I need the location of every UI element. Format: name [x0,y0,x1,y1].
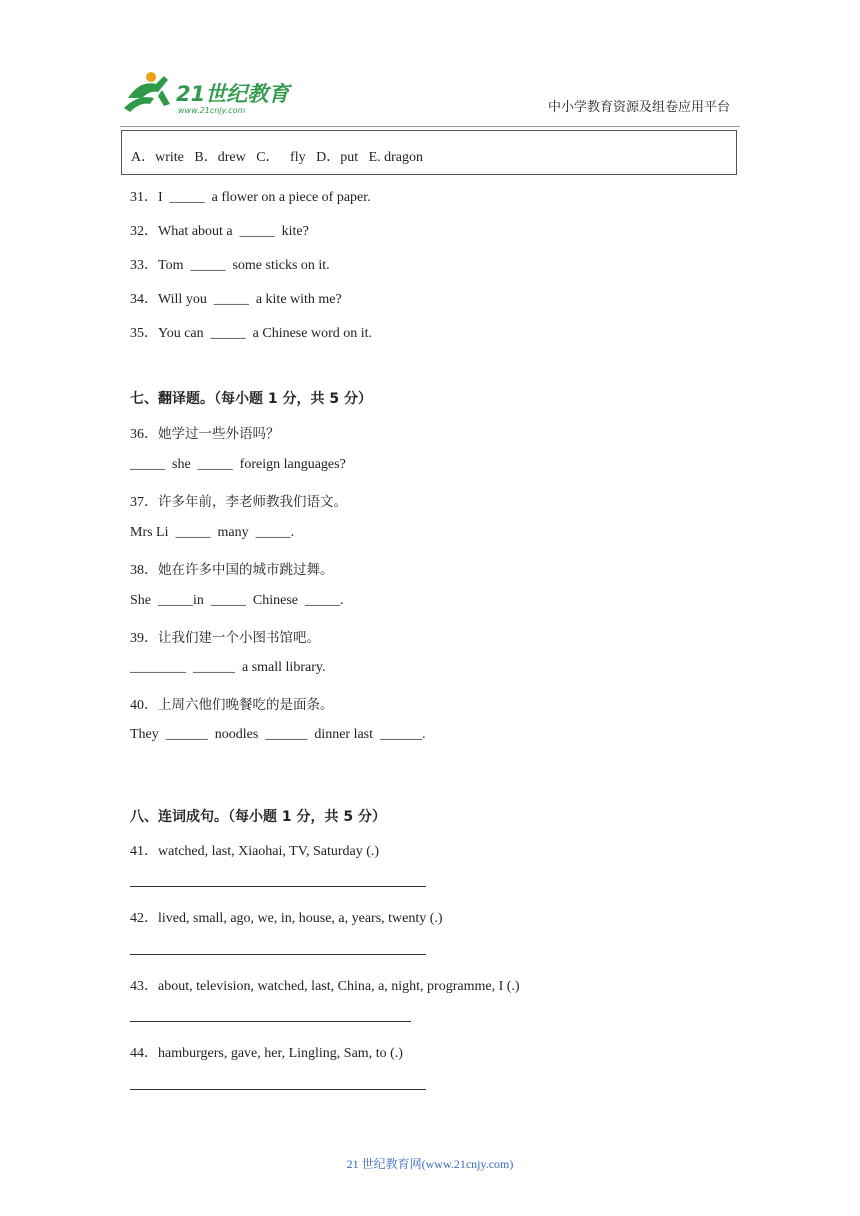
header-divider [120,126,740,127]
question-38-english: She _____in _____ Chinese _____. [130,593,344,608]
question-36-english: _____ she _____ foreign languages? [130,457,346,472]
question-44: 44．hamburgers, gave, her, Lingling, Sam, to (.) [130,1046,403,1061]
question-37-english: Mrs Li _____ many _____. [130,525,295,540]
svg-text:21世纪教育: 21世纪教育 [176,82,290,106]
question-42: 42．lived, small, ago, we, in, house, a, years, twenty (.) [130,911,443,926]
question-40-chinese: 40．上周六他们晚餐吃的是面条。 [130,697,334,713]
answer-line-41 [130,886,426,887]
question-31: 31．I _____ a flower on a piece of paper. [130,190,371,205]
svg-text:www.21cnjy.com: www.21cnjy.com [178,106,246,115]
question-32: 32．What about a _____ kite? [130,224,309,239]
question-36-chinese: 36．她学过一些外语吗？ [130,426,280,442]
answer-line-42 [130,954,426,955]
logo [120,68,295,118]
word-bank-box [121,130,737,175]
question-38-chinese: 38．她在许多中国的城市跳过舞。 [130,562,334,578]
question-35: 35．You can _____ a Chinese word on it. [130,326,373,341]
question-39-english: ________ ______ a small library. [130,660,326,675]
section-7-title: 七、翻译题。（每小题 1 分，共 5 分） [130,391,372,407]
word-bank: A．write B．drew C． fly D．put E. dragon [131,150,424,165]
question-39-chinese: 39．让我们建一个小图书馆吧。 [130,630,320,646]
question-41: 41．watched, last, Xiaohai, TV, Saturday (.) [130,844,380,859]
question-37-chinese: 37．许多年前，李老师教我们语文。 [130,494,347,510]
answer-line-43 [130,1021,411,1022]
page-header [120,66,740,126]
question-34: 34．Will you _____ a kite with me? [130,292,342,307]
question-33: 33．Tom _____ some sticks on it. [130,258,330,273]
page-footer: 21 世纪教育网(www.21cnjy.com) [346,1157,514,1171]
platform-label: 中小学教育资源及组卷应用平台 [547,100,730,115]
section-8-title: 八、连词成句。（每小题 1 分，共 5 分） [130,809,386,825]
answer-line-44 [130,1089,426,1090]
question-43: 43．about, television, watched, last, China, a, night, programme, I (.) [130,979,520,994]
question-40-english: They ______ noodles ______ dinner last ______. [130,727,426,742]
